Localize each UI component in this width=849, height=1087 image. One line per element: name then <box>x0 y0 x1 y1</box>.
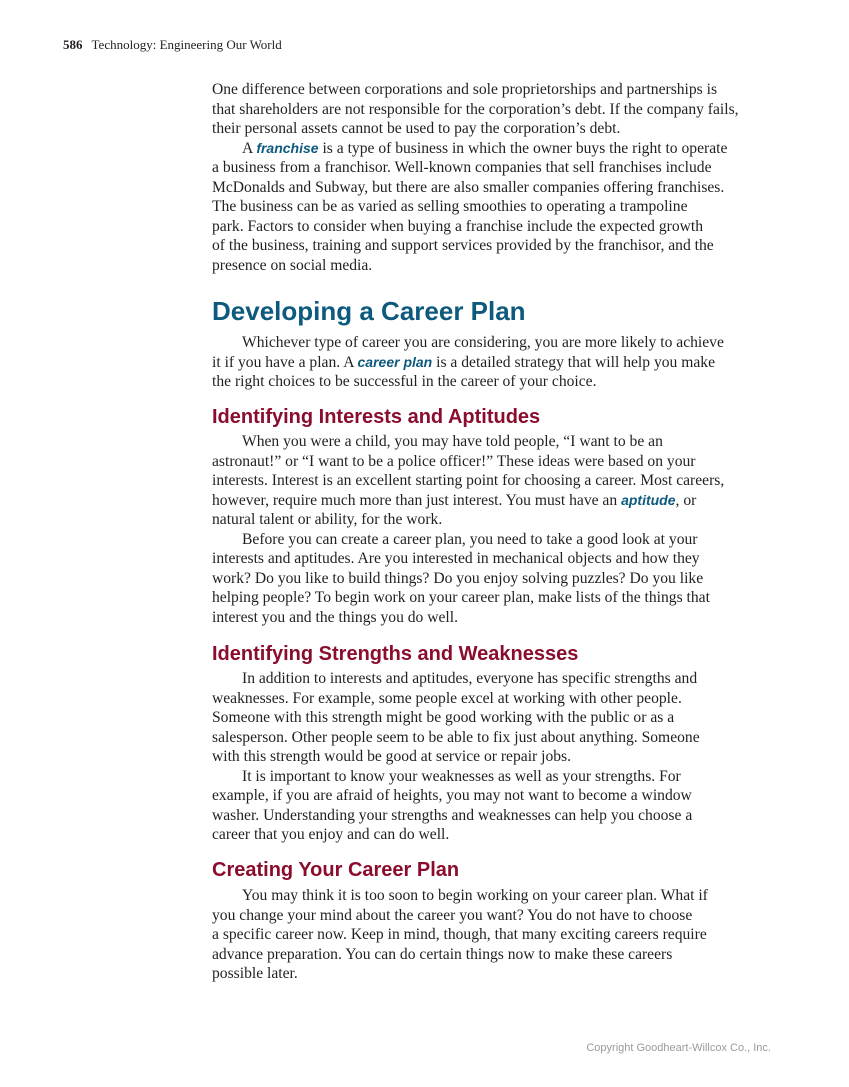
text-line <box>212 491 782 511</box>
text-line: interest you and the things you do well. <box>212 608 458 626</box>
paragraph <box>212 669 782 767</box>
text-line: One difference between corporations and sole proprietorships and partnerships is <box>212 81 718 98</box>
text-line: washer. Understanding your strengths and weaknesses can help you choose a <box>212 806 693 824</box>
text-segment: however, require much more than just interest. You must have an <box>212 491 622 509</box>
text-line: park. Factors to consider when buying a franchise include the expected growth <box>212 217 704 235</box>
text-line: work? Do you like to build things? Do you enjoy solving puzzles? Do you like <box>212 569 704 587</box>
text-line: natural talent or ability, for the work. <box>212 511 443 528</box>
section-developing-career-plan <box>212 333 782 392</box>
text-segment: A <box>242 139 257 157</box>
text-line: presence on social media. <box>212 256 373 274</box>
text-line: The business can be as varied as selling smoothies to operating a trampoline <box>212 198 688 215</box>
heading-strengths-weaknesses: Identifying Strengths and Weaknesses <box>212 643 579 665</box>
heading-developing-career-plan: Developing a Career Plan <box>212 296 526 326</box>
heading-interests-aptitudes: Identifying Interests and Aptitudes <box>212 406 541 428</box>
text-line: You may think it is too soon to begin working on your career plan. What if <box>242 887 708 904</box>
key-term: career plan <box>357 353 433 370</box>
paragraph <box>212 530 782 628</box>
text-line: astronaut!” or “I want to be a police officer!” These ideas were based on your <box>212 452 696 470</box>
text-line: helping people? To begin work on your career plan, make lists of the things that <box>212 589 710 606</box>
text-line: advance preparation. You can do certain things now to make these careers <box>212 945 673 963</box>
text-line: possible later. <box>212 965 298 982</box>
paragraph <box>212 432 782 530</box>
key-term: aptitude <box>621 491 676 508</box>
paragraph <box>212 333 782 392</box>
text-line: example, if you are afraid of heights, you may not want to become a window <box>212 787 692 804</box>
text-line: their personal assets cannot be used to pay the corporation’s debt. <box>212 120 621 137</box>
paragraph <box>212 767 782 845</box>
text-line: you change your mind about the career you want? You do not have to choose <box>212 906 693 924</box>
text-line: McDonalds and Subway, but there are also smaller companies offering franchises. <box>212 178 725 196</box>
text-segment: it if you have a plan. A <box>212 353 358 371</box>
copyright-footer: Copyright Goodheart-Willcox Co., Inc. <box>586 1042 771 1054</box>
text-line: In addition to interests and aptitudes, everyone has specific strengths and <box>242 670 698 687</box>
section-strengths-weaknesses <box>212 669 782 845</box>
heading-creating-career-plan: Creating Your Career Plan <box>212 859 460 881</box>
section-creating-career-plan <box>212 886 782 984</box>
text-line: of the business, training and support services provided by the franchisor, and the <box>212 237 714 254</box>
text-line: career that you enjoy and can do well. <box>212 826 450 843</box>
text-line <box>212 353 782 373</box>
paragraph <box>212 80 782 139</box>
text-segment: is a detailed strategy that will help you make <box>432 353 716 371</box>
section-intro <box>212 80 782 275</box>
paragraph <box>212 139 782 276</box>
section-interests-aptitudes <box>212 432 782 627</box>
text-line: Before you can create a career plan, you need to take a good look at your <box>242 530 698 548</box>
text-line: a specific career now. Keep in mind, though, that many exciting careers require <box>212 926 707 943</box>
running-header <box>63 37 282 53</box>
text-line: Someone with this strength might be good working with the public or as a <box>212 709 675 726</box>
paragraph <box>212 886 782 984</box>
text-line: Whichever type of career you are considering, you are more likely to achieve <box>242 334 724 351</box>
text-line: a business from a franchisor. Well-known companies that sell franchises include <box>212 159 712 176</box>
text-line <box>212 139 782 159</box>
text-segment: is a type of business in which the owner buys the right to operate <box>318 139 728 157</box>
text-line: When you were a child, you may have told people, “I want to be an <box>242 433 663 450</box>
text-line: It is important to know your weaknesses as well as your strengths. For <box>242 767 681 785</box>
text-line: that shareholders are not responsible for the corporation’s debt. If the company fails, <box>212 100 739 118</box>
text-line: weaknesses. For example, some people excel at working with other people. <box>212 689 682 707</box>
key-term: franchise <box>256 139 319 156</box>
text-line: salesperson. Other people seem to be able to fix just about anything. Someone <box>212 728 700 746</box>
text-line: interests. Interest is an excellent starting point for choosing a career. Most careers, <box>212 472 725 489</box>
text-line: the right choices to be successful in the career of your choice. <box>212 373 597 390</box>
text-line: with this strength would be good at service or repair jobs. <box>212 748 572 765</box>
page-number: 586 <box>63 37 83 52</box>
text-line: interests and aptitudes. Are you interested in mechanical objects and how they <box>212 550 700 567</box>
text-segment: , or <box>675 491 697 509</box>
book-title: Technology: Engineering Our World <box>91 37 282 52</box>
